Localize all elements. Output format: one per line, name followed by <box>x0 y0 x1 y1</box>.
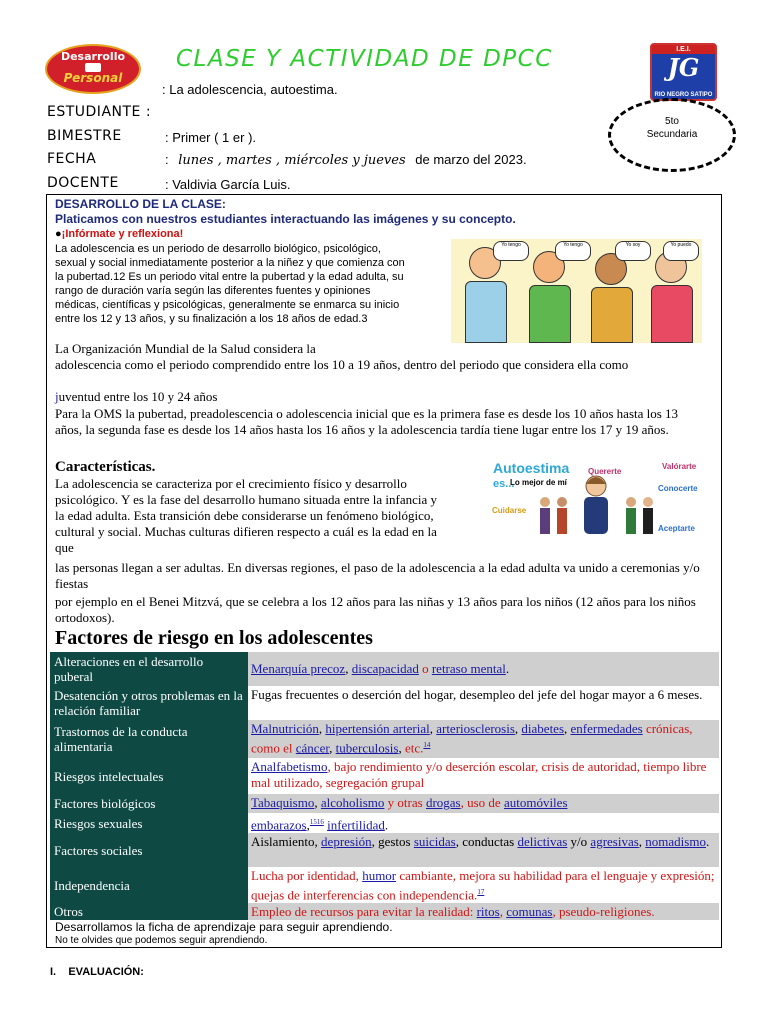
highlighted-text: Empleo de recursos para evitar la realidad: <box>251 904 474 919</box>
table-row <box>50 833 719 867</box>
glossary-link[interactable]: arteriosclerosis <box>436 721 515 736</box>
table-row <box>50 720 719 758</box>
teacher-label: DOCENTE <box>47 175 119 191</box>
highlighted-text: , bajo rendimiento y/o deserción escolar, crisis de autoridad, tiempo libre mal utilizado, segregación grupal <box>251 759 707 790</box>
risk-detail: Fugas frecuentes o deserción del hogar, desempleo del jefe del hogar mayor a 6 meses. <box>251 687 703 702</box>
juventud-link[interactable]: j <box>55 389 59 404</box>
autoestima-word: Aceptarte <box>658 524 695 533</box>
glossary-link[interactable]: depresión <box>321 834 372 849</box>
section-title: DESARROLLO DE LA CLASE: <box>55 197 226 211</box>
student-label: ESTUDIANTE : <box>47 104 152 120</box>
glossary-link[interactable]: Tabaquismo <box>251 795 315 810</box>
glossary-link[interactable]: embarazos <box>251 817 307 833</box>
people-figures <box>622 494 658 534</box>
who-paragraph-line2: adolescencia como el periodo comprendido entre los 10 a 19 años, dentro del periodo que considera ella como <box>55 357 629 372</box>
date-days: lunes , martes , miércoles y jueves <box>178 153 406 168</box>
school-logo-initials: JG <box>667 53 700 82</box>
autoestima-illustration <box>486 454 714 536</box>
risk-category: Otros <box>50 903 248 920</box>
risk-category: Factores biológicos <box>50 794 248 813</box>
school-logo <box>650 43 717 101</box>
table-row <box>50 758 719 794</box>
risk-category: Independencia <box>50 867 248 903</box>
date-value <box>165 152 527 168</box>
risk-category: Trastornos de la conducta alimentaria <box>50 720 248 758</box>
glossary-link[interactable]: delictivas <box>517 834 568 849</box>
highlighted-text: etc. <box>404 740 424 756</box>
glossary-link[interactable]: suicidas <box>413 834 456 849</box>
highlighted-text: cambiante, mejora su habilidad para el lenguaje y expresión; quejas de interferencias con independencia. <box>251 868 715 903</box>
autoestima-subtitle: es... <box>493 478 515 490</box>
risk-category: Desatención y otros problemas en la relación familiar <box>50 686 248 720</box>
closing-text: Desarrollamos la ficha de aprendizaje para seguir aprendiendo. <box>55 920 393 934</box>
risk-category: Alteraciones en el desarrollo puberal <box>50 652 248 686</box>
who-paragraph-line1: La Organización Mundial de la Salud considera la <box>55 341 316 356</box>
kids-illustration <box>451 239 702 343</box>
school-logo-top: I.E.I. <box>652 45 715 54</box>
risk-detail <box>248 867 719 903</box>
kid-figure <box>591 253 631 343</box>
risk-detail <box>248 758 719 794</box>
highlighted-text: , <box>499 904 503 919</box>
kid-figure <box>651 251 691 343</box>
speech-bubble: Yo soy <box>615 241 651 261</box>
glossary-link[interactable]: hipertensión arterial <box>325 721 430 736</box>
highlighted-text: crónicas, como el <box>251 721 693 756</box>
grade-line2: Secundaria <box>646 129 698 140</box>
risk-detail: Menarquía precoz, discapacidad o retraso mental. <box>248 652 719 686</box>
grade-line1: 5to <box>665 116 679 127</box>
speech-bubble: Yo tengo <box>555 241 591 261</box>
table-row <box>50 903 719 920</box>
glossary-link[interactable]: diabetes <box>521 721 565 736</box>
glossary-link[interactable]: tuberculosis <box>335 740 399 756</box>
people-figures <box>536 494 572 534</box>
inform-heading <box>55 228 183 240</box>
inform-heading-text: ¡Infórmate y reflexiona! <box>61 228 184 240</box>
glossary-link[interactable]: automóviles <box>503 795 568 810</box>
autoestima-title: Autoestima <box>493 460 570 476</box>
logo-left-line1: Desarrollo <box>60 50 126 63</box>
highlighted-text: o <box>422 661 429 676</box>
risk-detail: Tabaquismo, alcoholismo y otras drogas, uso de automóviles <box>248 794 719 813</box>
kid-figure <box>465 247 505 343</box>
speech-bubble: Yo puedo <box>663 241 699 261</box>
autoestima-word: Cuidarse <box>492 506 527 515</box>
table-row <box>50 867 719 903</box>
glossary-link[interactable]: humor <box>362 868 397 883</box>
who-paragraph-line3 <box>55 389 218 405</box>
bimester-label: BIMESTRE <box>47 128 122 144</box>
teacher-value: : Valdivia García Luis. <box>165 177 291 192</box>
highlighted-text: y otras <box>387 795 423 810</box>
glossary-link[interactable]: drogas <box>425 795 461 810</box>
speech-bubble: Yo tengo <box>493 241 529 261</box>
date-label: FECHA <box>47 151 97 167</box>
school-logo-bottom: RIO NEGRO SATIPO <box>654 92 713 98</box>
glossary-link[interactable]: alcoholismo <box>320 795 385 810</box>
autoestima-word: Lo mejor de mí <box>510 478 567 487</box>
glossary-link[interactable]: 17 <box>477 888 485 896</box>
topic-value: : La adolescencia, autoestima. <box>162 82 338 97</box>
benei-mitzva-paragraph: por ejemplo en el Benei Mitzvá, que se celebra a los 12 años para las niñas y 13 años para los niños (12 años para los niños ortodoxos). <box>55 594 696 625</box>
closing-note: No te olvides que podemos seguir aprendiendo. <box>55 935 268 946</box>
glossary-link[interactable]: comunas <box>506 904 553 919</box>
risk-detail: Malnutrición, hipertensión arterial, arteriosclerosis, diabetes, enfermedades crónicas, como el cáncer, tuberculosis, etc.$^{14}$ <box>248 720 719 758</box>
highlighted-text: Lucha por identidad, <box>251 868 359 883</box>
glossary-link[interactable]: retraso mental <box>431 661 506 676</box>
glossary-link[interactable]: 14 <box>423 741 431 749</box>
risk-factors-title: Factores de riesgo en los adolescentes <box>55 627 373 649</box>
autoestima-word: Quererte <box>588 467 622 476</box>
risk-category: Factores sociales <box>50 833 248 867</box>
glossary-link[interactable]: enfermedades <box>570 721 643 736</box>
section-subtitle: Platicamos con nuestros estudiantes interactuando las imágenes y su concepto. <box>55 212 516 226</box>
kid-figure <box>529 251 569 343</box>
table-row <box>50 686 719 720</box>
table-row <box>50 813 719 833</box>
date-rest: de marzo del 2023. <box>415 152 527 167</box>
girl-figure <box>576 472 616 534</box>
table-row <box>50 652 719 686</box>
grade-badge <box>608 98 736 172</box>
risk-category: Riesgos sexuales <box>50 813 248 833</box>
logo-left-line2: Personal <box>63 71 123 85</box>
highlighted-text: , uso de <box>460 795 501 810</box>
desarrollo-personal-logo <box>45 44 141 94</box>
risk-category: Riesgos intelectuales <box>50 758 248 794</box>
glossary-link[interactable]: discapacidad <box>351 661 419 676</box>
evaluation-heading: I. EVALUACIÓN: <box>50 966 144 978</box>
risk-detail: embarazos,$^{1516}$ infertilidad. <box>251 817 389 833</box>
characteristics-paragraph: La adolescencia se caracteriza por el crecimiento físico y desarrollo psicológico. Y es la fase del desarrollo humano situada entre la infancia y la edad adulta. Esta transición debe considerarse un fenómeno biológico, cultural y social. Muchas culturas difieren respecto a cuál es la edad en la que <box>55 476 438 555</box>
glossary-link[interactable]: Malnutrición <box>251 721 319 736</box>
characteristics-heading: Características. <box>55 459 156 475</box>
paragraph-adolescence: La adolescencia es un periodo de desarrollo biológico, psicológico, sexual y social inmediatamente posterior a la niñez y que comienza con la pubertad.12 Es un periodo vital entre la pubertad y la edad adulta, su rango de duración varía según las diferentes fuentes y opiniones médicas, científicas y psicológicas, generalmente se enmarca su inicio entre los 12 y 13 años, y su finalización a los 18 años de edad.3 <box>55 243 405 325</box>
characteristics-paragraph-wide: las personas llegan a ser adultas. En diversas regiones, el paso de la adolescencia a la edad adulta va unido a ceremonias y/o fiestas <box>55 560 700 591</box>
glossary-link[interactable]: Menarquía precoz <box>251 661 346 676</box>
oms-paragraph: Para la OMS la pubertad, preadolescencia o adolescencia inicial que es la primera fase es desde los 10 años hasta los 13 años, la segunda fase es desde los 14 años hasta los 16 años y la adolescencia tardía tiene lugar entre los 17 y 19 años. <box>55 406 679 437</box>
glossary-link[interactable]: ritos <box>476 904 500 919</box>
who-paragraph-line3-text: uventud entre los 10 y 24 años <box>58 389 218 404</box>
bimester-value: : Primer ( 1 er ). <box>165 130 257 145</box>
glossary-link[interactable]: agresivas <box>590 834 639 849</box>
glossary-link[interactable]: infertilidad <box>327 817 385 833</box>
glossary-link[interactable]: Analfabetismo <box>251 759 328 774</box>
bullet-icon: ● <box>55 228 62 240</box>
page-title: CLASE Y ACTIVIDAD DE DPCC <box>176 46 553 72</box>
glossary-link[interactable]: nomadismo <box>645 834 706 849</box>
risk-detail <box>248 903 719 920</box>
table-row <box>50 794 719 813</box>
risk-detail: Aislamiento, depresión, gestos suicidas, conductas delictivas y/o agresivas, nomadismo. <box>248 833 719 867</box>
glossary-link[interactable]: cáncer <box>295 740 330 756</box>
highlighted-text: , pseudo-religiones. <box>552 904 655 919</box>
glossary-link[interactable]: 1516 <box>309 818 324 826</box>
autoestima-word: Valórarte <box>662 462 697 471</box>
date-colon: : <box>165 152 169 167</box>
autoestima-word: Conocerte <box>658 484 698 493</box>
